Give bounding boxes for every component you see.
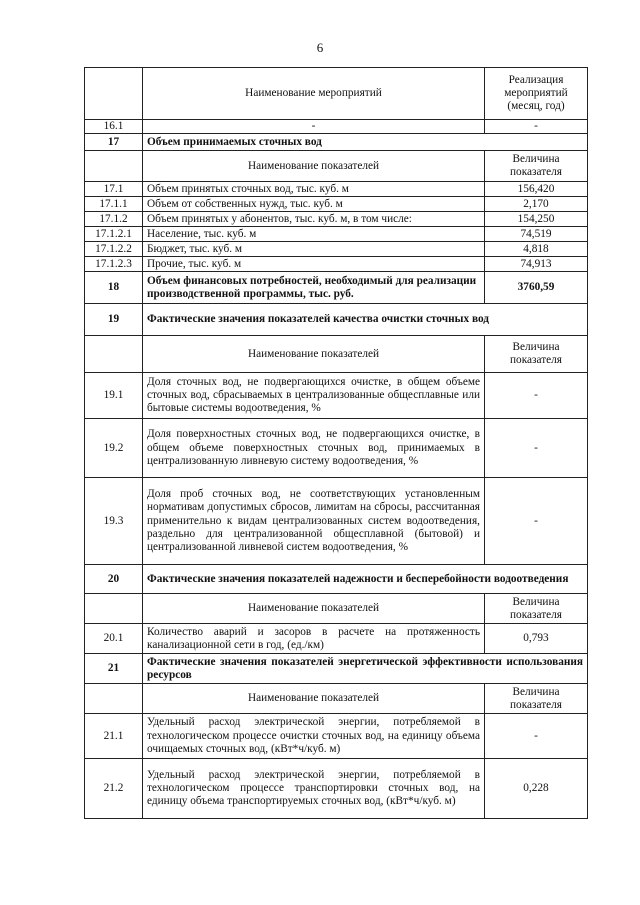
row-number: 21.1	[85, 714, 143, 759]
indicator-value-header: Величина показателя	[485, 151, 588, 182]
row-value: 154,250	[485, 212, 588, 227]
section-20-row	[85, 565, 588, 594]
section-title: Фактические значения показателей надежности и бесперебойности водоотведения	[143, 565, 588, 594]
row-value: -	[485, 478, 588, 565]
row-value: 4,818	[485, 242, 588, 257]
empty-cell	[85, 594, 143, 624]
section-number: 21	[85, 654, 143, 684]
indicator-name-header: Наименование показателей	[143, 336, 485, 373]
section-number: 17	[85, 134, 143, 151]
row-name: Население, тыс. куб. м	[143, 227, 485, 242]
page-number: 6	[316, 40, 324, 55]
row-name: Объем принятых сточных вод, тыс. куб. м	[143, 182, 485, 197]
empty-cell	[85, 151, 143, 182]
num-header-cell	[85, 68, 143, 120]
indicator-name-header: Наименование показателей	[143, 594, 485, 624]
indicator-name-header: Наименование показателей	[143, 684, 485, 714]
section-21-subheader	[85, 684, 588, 714]
section-17-subheader	[85, 151, 588, 182]
section-number: 18	[85, 272, 143, 304]
indicator-value-header: Величина показателя	[485, 594, 588, 624]
section-18-row	[85, 272, 588, 304]
empty-cell	[85, 336, 143, 373]
table-header-row	[85, 68, 588, 120]
financial-needs-value: 3760,59	[485, 272, 588, 304]
row-value: -	[485, 373, 588, 419]
table-row	[85, 242, 588, 257]
table-row	[85, 182, 588, 197]
section-19-subheader	[85, 336, 588, 373]
table-row	[85, 419, 588, 478]
row-name: Доля проб сточных вод, не соответствующих установленным нормативам допустимых сбросов, лимитам на сбросы, рассчитанная применительно к видам централизованных систем водоотведения, раздельно для централизованной общесплавной (бытовой) и централизованной ливневой систем водоотведения, %	[143, 478, 485, 565]
row-name: Удельный расход электрической энергии, потребляемой в технологическом процессе транспортировки сточных вод, на единицу объема транспортируемых сточных вод, (кВт*ч/куб. м)	[143, 759, 485, 819]
row-name: Объем принятых у абонентов, тыс. куб. м, в том числе:	[143, 212, 485, 227]
indicator-value-header: Величина показателя	[485, 684, 588, 714]
row-value: -	[485, 419, 588, 478]
indicator-name-header: Наименование показателей	[143, 151, 485, 182]
row-name: Объем от собственных нужд, тыс. куб. м	[143, 197, 485, 212]
indicator-value-header: Величина показателя	[485, 336, 588, 373]
row-name: Доля поверхностных сточных вод, не подвергающихся очистке, в общем объеме поверхностных сточных вод, принимаемых в централизованную ливневую систему водоотведения, %	[143, 419, 485, 478]
section-title: Фактические значения показателей качества очистки сточных вод	[143, 304, 588, 336]
row-value: -	[485, 714, 588, 759]
row-number: 20.1	[85, 624, 143, 654]
row-number: 17.1.1	[85, 197, 143, 212]
row-number: 17.1.2	[85, 212, 143, 227]
row-name: -	[143, 120, 485, 134]
row-name: Доля сточных вод, не подвергающихся очистке, в общем объеме сточных вод, сбрасываемых в централизованные общесплавные или бытовые системы водоотведения, %	[143, 373, 485, 419]
row-number: 21.2	[85, 759, 143, 819]
row-number: 17.1.2.2	[85, 242, 143, 257]
row-value: 0,228	[485, 759, 588, 819]
table-row	[85, 197, 588, 212]
table-row	[85, 212, 588, 227]
row-number: 19.1	[85, 373, 143, 419]
row-value: 74,519	[485, 227, 588, 242]
table-row	[85, 227, 588, 242]
section-number: 20	[85, 565, 143, 594]
row-number: 17.1.2.1	[85, 227, 143, 242]
section-title: Фактические значения показателей энергетической эффективности использования ресурсов	[143, 654, 588, 684]
row-name: Удельный расход электрической энергии, потребляемой в технологическом процессе очистки сточных вод, на единицу объема очищаемых сточных вод, (кВт*ч/куб. м)	[143, 714, 485, 759]
row-value: 0,793	[485, 624, 588, 654]
program-table	[84, 67, 588, 819]
table-row	[85, 373, 588, 419]
section-title: Объем принимаемых сточных вод	[143, 134, 588, 151]
row-value: 74,913	[485, 257, 588, 272]
row-value: -	[485, 120, 588, 134]
row-name: Бюджет, тыс. куб. м	[143, 242, 485, 257]
table-row	[85, 120, 588, 134]
table-row	[85, 624, 588, 654]
section-number: 19	[85, 304, 143, 336]
row-number: 16.1	[85, 120, 143, 134]
section-20-subheader	[85, 594, 588, 624]
name-column-header: Наименование мероприятий	[143, 68, 485, 120]
realization-column-header: Реализация мероприятий (месяц, год)	[485, 68, 588, 120]
section-19-row	[85, 304, 588, 336]
section-21-row	[85, 654, 588, 684]
table-row	[85, 478, 588, 565]
row-number: 19.2	[85, 419, 143, 478]
table-row	[85, 759, 588, 819]
row-value: 156,420	[485, 182, 588, 197]
section-title: Объем финансовых потребностей, необходимый для реализации производственной программы, тыс. руб.	[143, 272, 485, 304]
row-value: 2,170	[485, 197, 588, 212]
table-row	[85, 257, 588, 272]
row-name: Количество аварий и засоров в расчете на протяженность канализационной сети в год, (ед./км)	[143, 624, 485, 654]
table-row	[85, 714, 588, 759]
row-name: Прочие, тыс. куб. м	[143, 257, 485, 272]
row-number: 17.1.2.3	[85, 257, 143, 272]
row-number: 19.3	[85, 478, 143, 565]
row-number: 17.1	[85, 182, 143, 197]
section-17-row	[85, 134, 588, 151]
empty-cell	[85, 684, 143, 714]
